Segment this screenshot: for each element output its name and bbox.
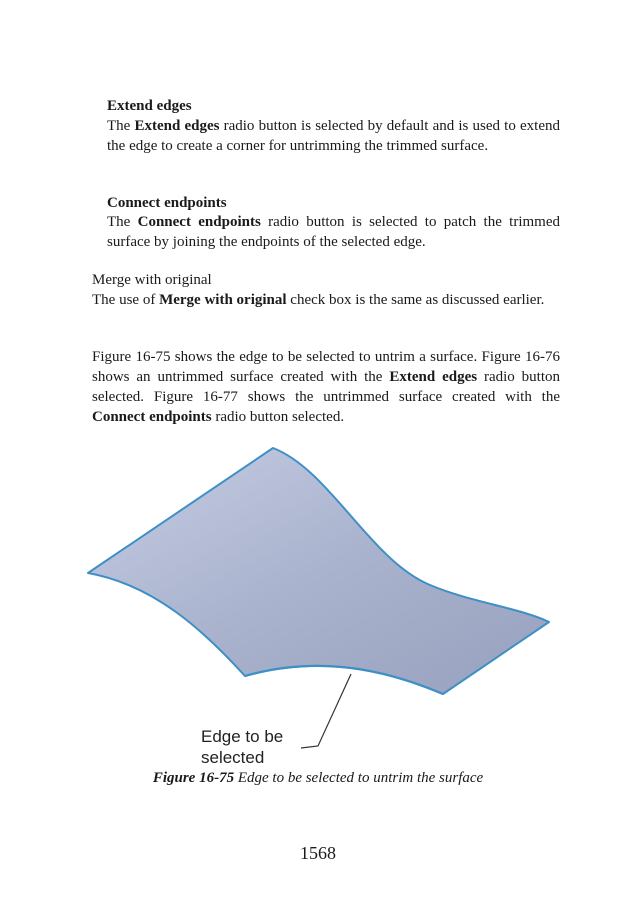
extend-edges-paragraph: The Extend edges radio button is selected by default and is used to extend the edge to create a corner for untrimming the trimmed surface. (107, 118, 560, 154)
connect-endpoints-paragraph: The Connect endpoints radio button is selected to patch the trimmed surface by joining the endpoints of the selected edge. (107, 214, 560, 250)
page-number: 1568 (300, 843, 336, 863)
merge-paragraph: The use of Merge with original check box is the same as discussed earlier. (92, 292, 545, 308)
surface-figure (80, 440, 560, 770)
trimmed-surface (88, 448, 549, 694)
callout-label-line2: selected (201, 748, 265, 767)
callout-leader-line (301, 674, 351, 748)
connect-endpoints-heading: Connect endpoints (107, 195, 227, 211)
extend-edges-heading: Extend edges (107, 98, 192, 114)
merge-heading: Merge with original (92, 272, 212, 288)
callout-label-line1: Edge to be (201, 727, 284, 746)
figure-intro-paragraph: Figure 16-75 shows the edge to be selected to untrim a surface. Figure 16-76 shows an untrimmed surface created with the Extend edges radio button selected. Figure 16-77 shows the untrimmed surface created with the Connect endpoints radio button selected. (92, 349, 561, 425)
figure-caption: Figure 16-75 Edge to be selected to untrim the surface (152, 770, 484, 786)
